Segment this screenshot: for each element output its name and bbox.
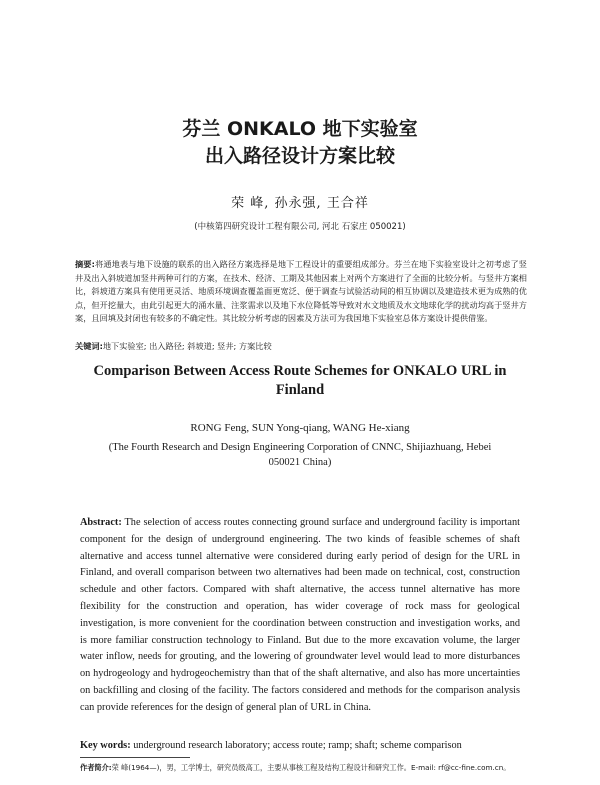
english-abstract-label: Abstract: — [80, 517, 122, 528]
chinese-authors: 荣 峰, 孙永强, 王合祥 — [231, 196, 369, 211]
english-abstract — [80, 515, 520, 717]
footnote-text: 荣 峰(1964—)，男，工学博士，研究员级高工，主要从事核工程及结构工程设计和研究工作。E-mail: rf@cc-fine.com.cn。 — [111, 763, 511, 772]
chinese-title-line-2: 出入路径设计方案比较 — [204, 145, 395, 167]
chinese-keywords-text: 地下实验室; 出入路径; 斜坡道; 竖井; 方案比较 — [102, 341, 272, 351]
chinese-title-line-1: 芬兰 ONKALO 地下实验室 — [182, 118, 418, 140]
footnote-label: 作者简介: — [80, 763, 112, 772]
author-footnote — [80, 763, 520, 773]
footnote-divider — [80, 757, 190, 758]
english-authors: RONG Feng, SUN Yong-qiang, WANG He-xiang — [190, 422, 410, 434]
english-keywords-text: underground research laboratory; access route; ramp; shaft; scheme comparison — [133, 740, 462, 751]
chinese-keywords — [75, 340, 527, 353]
english-abstract-text: The selection of access routes connecting ground surface and underground facility is important component for the design of underground engineering. The two kinds of feasible schemes of shaft alternative and access tunnel alternative were considered during early period of design for the URL in Finland, and overall comparison between two alternatives had been made on technical, cost, construction schedule and other factors. Compared with shaft alternative, the access tunnel alternative has more flexibility for the construction and operation, has wider coverage of rock mass for geological investigation, is more convenient for the coordination between construction and investigation works, and is more familiar construction technology to Finland. But due to the more excavation volume, the larger water inflow, needs for grouting, and the lowering of groundwater level would lead to more disturbances on hydrogeology and hydrogeochemistry than that of the shaft alternative, and also has more uncertainties on backfilling and closing of the facility. The factors considered and methods for the comparison analysis can provide references for the design of general plan of URL in China. — [80, 517, 520, 713]
english-keywords — [80, 739, 520, 753]
chinese-abstract — [75, 258, 527, 326]
english-title: Comparison Between Access Route Schemes for ONKALO URL in Finland — [93, 363, 507, 398]
english-keywords-label: Key words: — [80, 740, 131, 751]
chinese-abstract-label: 摘要: — [75, 259, 95, 269]
chinese-keywords-label: 关键词: — [75, 341, 103, 351]
english-affiliation: (The Fourth Research and Design Engineering Corporation of CNNC, Shijiazhuang, Hebei 050021 China) — [108, 442, 492, 468]
chinese-affiliation: (中核第四研究设计工程有限公司, 河北 石家庄 050021) — [194, 222, 406, 232]
chinese-abstract-text: 将通地表与地下设施的联系的出入路径方案选择是地下工程设计的重要组成部分。芬兰在地下实验室设计之初考虑了竖井及出入斜坡道加竖井两种可行的方案，在技术、经济、工期及其他因素上对两个方案进行了全面的比较分析。与竖井方案相比，斜坡道方案具有使用更灵活、地质环境调查覆盖面更宽泛、便于调查与试验活动间的相互协调以及建造技术更为成熟的优点，但开挖量大，由此引起更大的涌水量、注浆需求以及地下水位降低等导致对水文地质及水文地球化学的扰动均高于竖井方案，且回填及封闭也有较多的不确定性。其比较分析考虑的因素及方法可为我国地下实验室总体方案设计提供借鉴。 — [75, 259, 527, 323]
